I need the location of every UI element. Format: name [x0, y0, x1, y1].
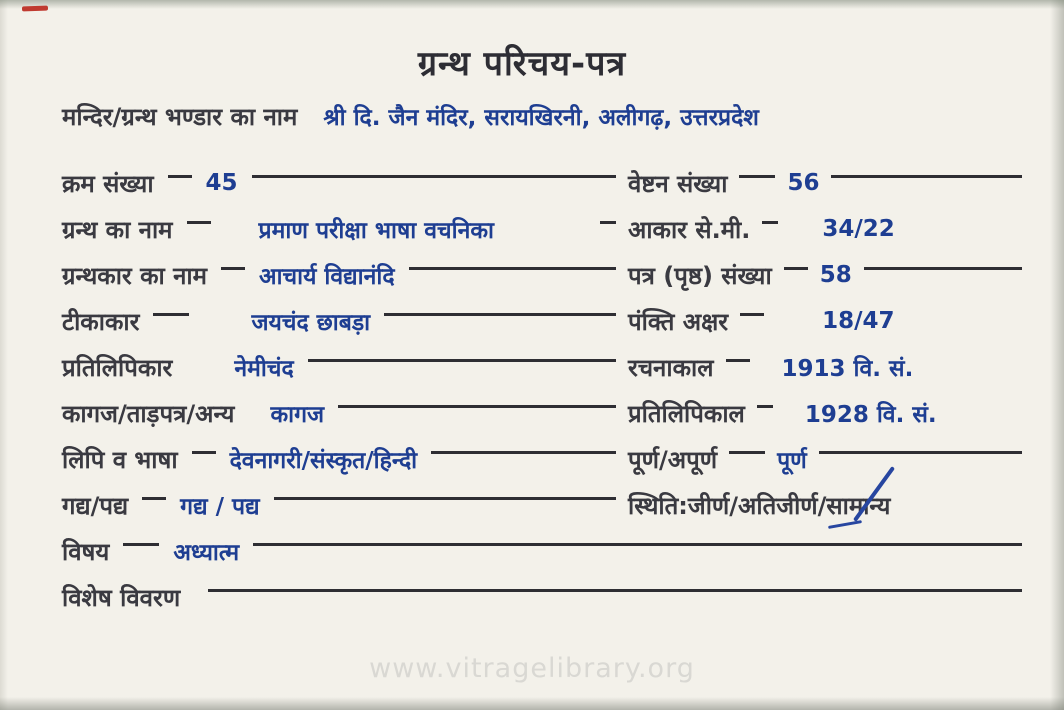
- subject-value: अध्यात्म: [173, 540, 240, 566]
- author-label: ग्रन्थकार का नाम: [62, 261, 207, 290]
- serial-no-value: 45: [205, 170, 238, 196]
- form-row: [62, 206, 1022, 252]
- copyist-value: नेमीचंद: [234, 356, 294, 382]
- form-line: [831, 175, 1022, 178]
- form-line: [726, 359, 750, 362]
- form-row: [62, 574, 1022, 620]
- form-line: [409, 267, 600, 270]
- page-title: ग्रन्थ परिचय-पत्र: [417, 44, 627, 84]
- form-line: [153, 313, 189, 316]
- copy-era-value: 1928 वि. सं.: [804, 402, 937, 428]
- completeness-value: पूर्ण: [777, 448, 807, 474]
- red-scan-mark: [22, 6, 48, 12]
- form-line: [187, 221, 211, 224]
- subject-label: विषय: [62, 537, 110, 566]
- commentator-label: टीकाकार: [62, 307, 140, 336]
- granth-name-label: ग्रन्थ का नाम: [62, 215, 173, 244]
- copy-era-label: प्रतिलिपिकाल: [628, 399, 745, 428]
- form-line: [600, 451, 616, 454]
- commentator-value: जयचंद छाबड़ा: [251, 310, 371, 336]
- granth-name-value: प्रमाण परीक्षा भाषा वचनिका: [258, 218, 494, 244]
- form-line: [784, 267, 808, 270]
- form-line: [431, 451, 600, 454]
- special-details-label: विशेष विवरण: [62, 583, 181, 612]
- bhandar-name-row: [62, 100, 1022, 150]
- form-line: [123, 543, 159, 546]
- completeness-label: पूर्ण/अपूर्ण: [628, 445, 718, 474]
- size-cm-label: आकार से.मी.: [628, 215, 751, 244]
- lines-letters-value: 18/47: [822, 308, 895, 334]
- condition-marked-option: सामान्य: [826, 489, 890, 522]
- watermark-text: www.vitragelibrary.org: [369, 653, 695, 684]
- form-line: [253, 543, 1022, 546]
- material-value: कागज: [270, 402, 325, 428]
- form-line: [819, 451, 1022, 454]
- condition-label: [628, 489, 890, 522]
- form-line: [762, 221, 778, 224]
- page-count-label: पत्र (पृष्ठ) संख्या: [628, 261, 772, 290]
- form-line: [221, 267, 245, 270]
- veshtan-no-label: वेष्टन संख्या: [628, 169, 728, 198]
- form-line: [600, 497, 616, 500]
- composition-era-value: 1913 वि. सं.: [781, 356, 914, 382]
- form-line: [208, 589, 1022, 592]
- form-line: [757, 405, 773, 408]
- form-line: [600, 221, 616, 224]
- prose-verse-value: गद्य / पद्य: [180, 494, 260, 520]
- script-language-value: देवनागरी/संस्कृत/हिन्दी: [229, 448, 418, 474]
- form-line: [864, 267, 1022, 270]
- author-value: आचार्य विद्यानंदि: [259, 264, 395, 290]
- form-line: [600, 359, 616, 362]
- form-row: [62, 298, 1022, 344]
- script-language-label: लिपि व भाषा: [62, 445, 178, 474]
- form-row: [62, 160, 1022, 206]
- veshtan-no-value: 56: [787, 170, 820, 196]
- form-line: [600, 405, 616, 408]
- composition-era-label: रचनाकाल: [628, 353, 714, 382]
- form-line: [600, 313, 616, 316]
- condition-label-prefix: स्थिति:जीर्ण/अतिजीर्ण/: [628, 491, 827, 520]
- material-label: कागज/ताड़पत्र/अन्य: [62, 399, 235, 428]
- form-line: [740, 313, 764, 316]
- prose-verse-label: गद्य/पद्य: [62, 491, 129, 520]
- bhandar-name-label: मन्दिर/ग्रन्थ भण्डार का नाम: [62, 103, 298, 131]
- form-row: [62, 390, 1022, 436]
- bhandar-name-value: श्री दि. जैन मंदिर, सरायखिरनी, अलीगढ़, उत्तरप्रदेश: [323, 105, 759, 131]
- form-line: [600, 267, 616, 270]
- form-line: [384, 313, 600, 316]
- form-line: [252, 175, 600, 178]
- form-line: [739, 175, 775, 178]
- form-row: [62, 344, 1022, 390]
- lines-letters-label: पंक्ति अक्षर: [628, 307, 729, 336]
- form-line: [729, 451, 765, 454]
- serial-no-label: क्रम संख्या: [62, 169, 154, 198]
- form-line: [142, 497, 166, 500]
- form-row: [62, 252, 1022, 298]
- size-cm-value: 34/22: [822, 216, 895, 242]
- form-line: [192, 451, 216, 454]
- form-line: [338, 405, 600, 408]
- form-line: [168, 175, 192, 178]
- form-line: [308, 359, 600, 362]
- copyist-label: प्रतिलिपिकार: [62, 353, 173, 382]
- form-row: [62, 482, 1022, 528]
- form-row: [62, 436, 1022, 482]
- form-rows: [62, 160, 1022, 620]
- page-count-value: 58: [819, 262, 852, 288]
- form-line: [600, 175, 616, 178]
- form-line: [274, 497, 600, 500]
- form-row: [62, 528, 1022, 574]
